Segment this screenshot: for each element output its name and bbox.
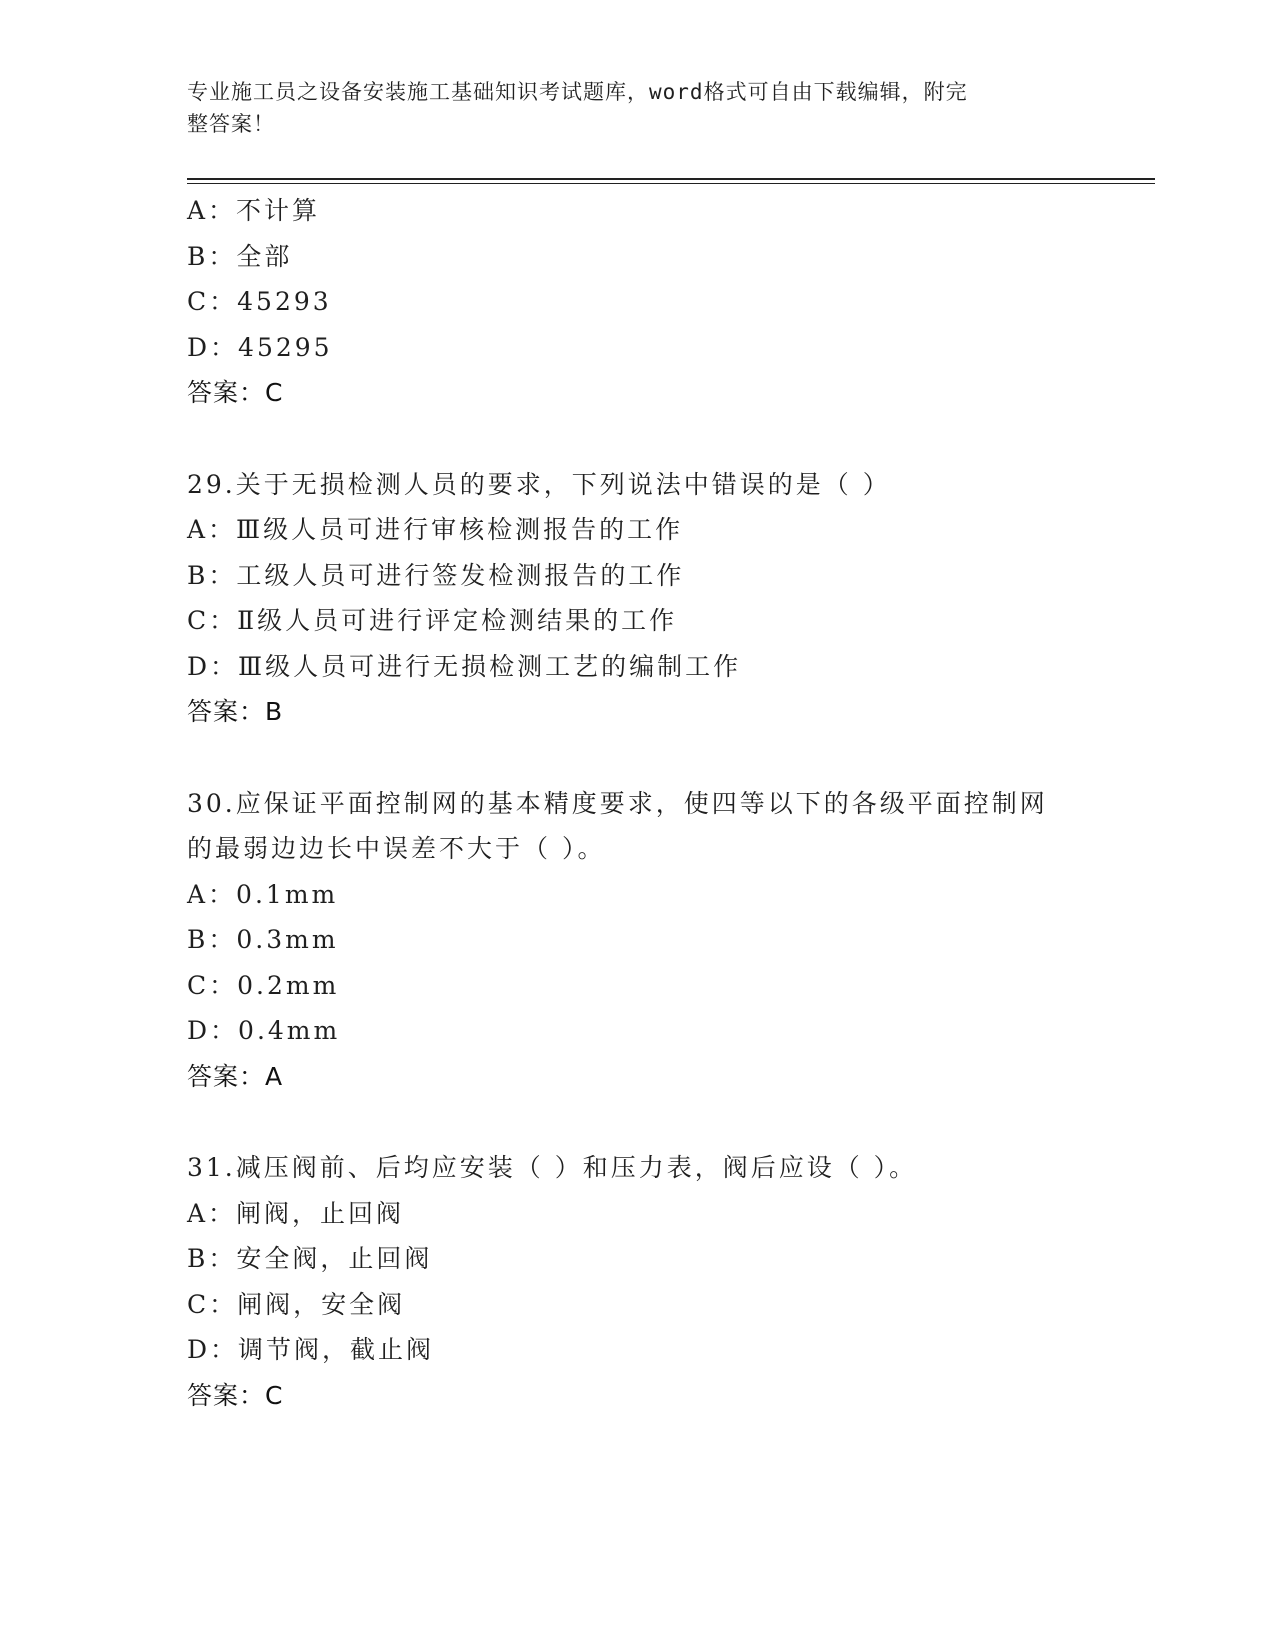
option-c: C：0.2mm	[187, 970, 340, 1000]
header-divider-thin	[187, 183, 1155, 184]
header-line-2: 整答案！	[187, 112, 275, 136]
option-a: A：不计算	[187, 196, 321, 225]
option-c: C：45293	[187, 287, 332, 316]
question-31	[187, 1145, 1087, 1418]
question-spacer	[187, 1099, 1087, 1145]
question-spacer	[187, 735, 1087, 781]
option-d: D：0.4mm	[187, 1016, 341, 1045]
option-b: B：安全阀，止回阀	[187, 1244, 433, 1273]
option-a: A：闸阀，止回阀	[187, 1198, 405, 1228]
question-spacer	[187, 416, 1087, 462]
option-c: C：Ⅱ级人员可进行评定检测结果的工作	[187, 606, 678, 635]
answer-line: 答案：C	[187, 1380, 284, 1410]
answer-line: 答案：A	[187, 1061, 284, 1091]
option-a: A：Ⅲ级人员可进行审核检测报告的工作	[187, 515, 684, 544]
question-stem-line-1: 30.应保证平面控制网的基本精度要求，使四等以下的各级平面控制网	[187, 788, 1048, 818]
answer-line: 答案：C	[187, 378, 284, 407]
header-line-1: 专业施工员之设备安装施工基础知识考试题库，word格式可自由下载编辑，附完	[187, 80, 968, 104]
option-b: B：0.3mm	[187, 925, 339, 954]
header-divider-thick	[187, 178, 1155, 180]
option-d: D：Ⅲ级人员可进行无损检测工艺的编制工作	[187, 651, 742, 681]
option-d: D：调节阀，截止阀	[187, 1335, 435, 1364]
question-30	[187, 781, 1087, 1100]
question-29	[187, 462, 1087, 735]
option-b: B：全部	[187, 241, 293, 271]
option-c: C：闸阀，安全阀	[187, 1289, 406, 1319]
question-list	[187, 188, 1087, 1418]
question-28-continued	[187, 188, 1087, 416]
option-d: D：45295	[187, 332, 333, 362]
document-header	[187, 76, 1067, 140]
question-stem: 29.关于无损检测人员的要求，下列说法中错误的是（ ）	[187, 469, 891, 499]
option-b: B：工级人员可进行签发检测报告的工作	[187, 560, 685, 590]
answer-line: 答案：B	[187, 697, 284, 726]
question-stem: 31.减压阀前、后均应安装（ ）和压力表，阀后应设（ ）。	[187, 1153, 918, 1182]
question-stem-line-2: 的最弱边边长中误差不大于（ ）。	[187, 834, 606, 863]
option-a: A：0.1mm	[187, 879, 339, 909]
